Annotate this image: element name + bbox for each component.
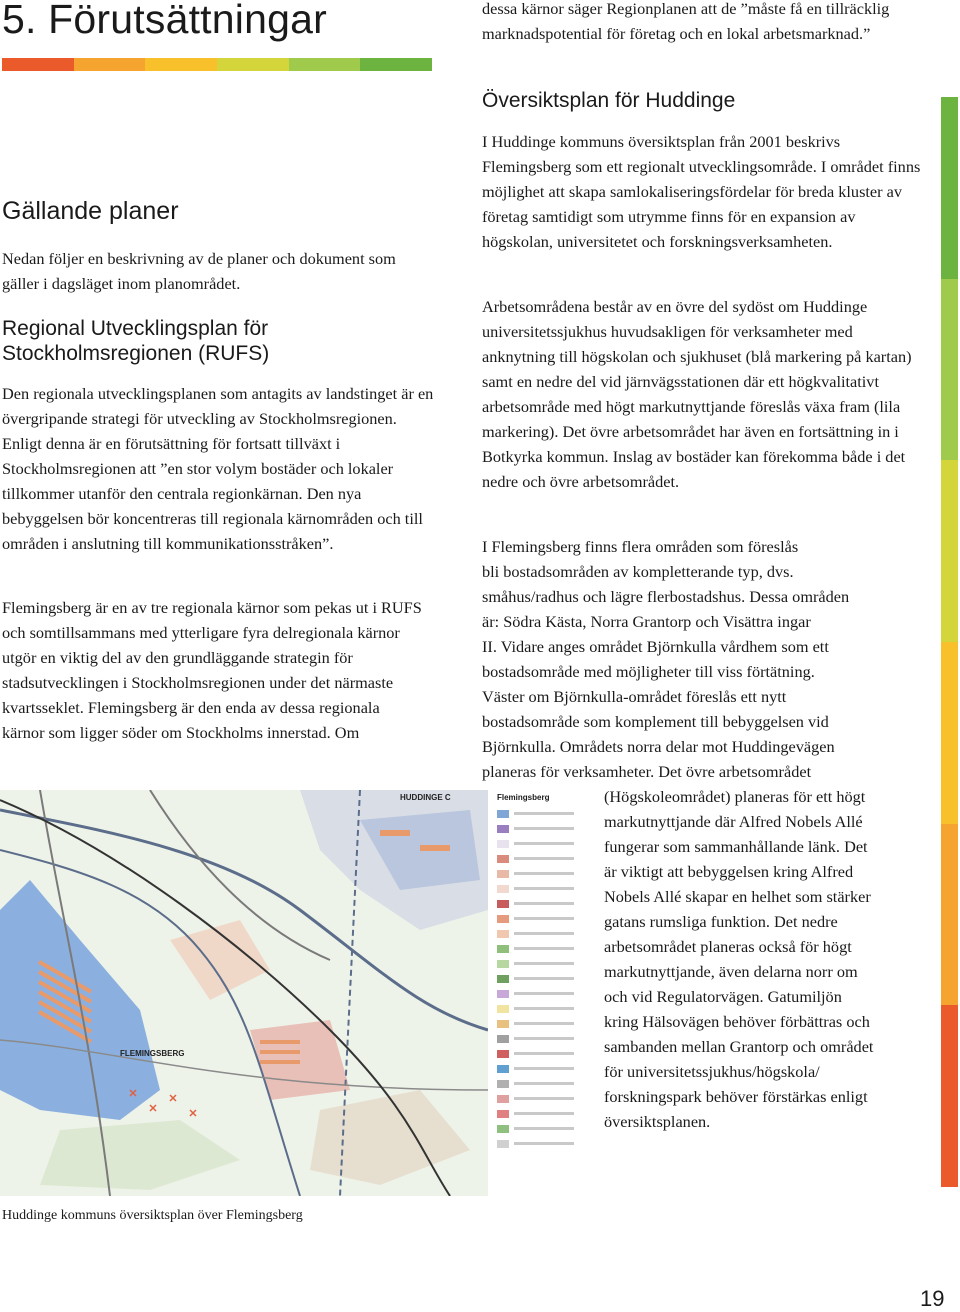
section-heading: Gällande planer (2, 197, 179, 225)
text-line: I Flemingsberg finns flera områden som föreslås (482, 537, 799, 556)
oversiktsplan-paragraph-2: Arbetsområdena består av en övre del sydöst om Huddinge universitetssjukhus huvudsakligen för verksamheter med anknytning till högskolan och sjukhuset (blå markering på kartan) samt en nedre del vid järnvägsstationen där ett högkvalitativt arbetsområde med högt markutnyttjande föreslås växa fram (lila markering). Det övre arbetsområdet har även en fortsättning in i Botkyrka kommun. Inslag av bostäder kan förekomma både i det nedre och övre arbetsområdet. (482, 297, 912, 491)
legend-items (491, 806, 595, 1151)
legend-entry (497, 1121, 595, 1136)
legend-swatch (497, 975, 509, 983)
legend-entry (497, 896, 595, 911)
legend-entry (497, 821, 595, 836)
map-legend (491, 790, 595, 1180)
text-line: fungerar som sammanhållande länk. Det (604, 837, 868, 856)
text-line: Nobels Allé skapar en helhet som stärker (604, 887, 871, 906)
legend-label-placeholder (514, 902, 574, 905)
text-line: är: Södra Kästa, Norra Grantorp och Visättra ingar (482, 612, 811, 631)
legend-swatch (497, 810, 509, 818)
text-line: bostadsområde som komplement till bebyggelsen vid (482, 712, 829, 731)
oversiktsplan-paragraph-4 (604, 784, 934, 1134)
legend-label-placeholder (514, 1142, 574, 1145)
legend-entry (497, 806, 595, 821)
legend-entry (497, 986, 595, 1001)
color-bar-segment (360, 58, 432, 71)
text-line: och vid Regulatorvägen. Gatumiljön (604, 987, 842, 1006)
text-line: sambanden mellan Grantorp och området (604, 1037, 874, 1056)
legend-swatch (497, 945, 509, 953)
text-line: Väster om Björnkulla-området föreslås ett nytt (482, 687, 787, 706)
legend-entry (497, 836, 595, 851)
text-line: bli bostadsområden av kompletterande typ, dvs. (482, 562, 794, 581)
legend-label-placeholder (514, 977, 574, 980)
text-line: arbetsområdet planeras också för högt (604, 937, 852, 956)
legend-swatch (497, 990, 509, 998)
figure-caption: Huddinge kommuns översiktsplan över Flemingsberg (2, 1208, 303, 1223)
legend-label-placeholder (514, 1112, 574, 1115)
text-line: är viktigt att bebyggelsen kring Alfred (604, 862, 854, 881)
legend-entry (497, 971, 595, 986)
legend-label-placeholder (514, 812, 574, 815)
legend-entry (497, 1106, 595, 1121)
overview-map (0, 790, 488, 1196)
intro-paragraph: Nedan följer en beskrivning av de planer och dokument som gäller i dagsläget inom planområdet. (2, 249, 396, 293)
legend-swatch (497, 1095, 509, 1103)
color-bar-segment (289, 58, 361, 71)
map-label-flemingsberg: FLEMINGSBERG (120, 1049, 185, 1058)
legend-label-placeholder (514, 1037, 574, 1040)
legend-label-placeholder (514, 842, 574, 845)
legend-entry (497, 956, 595, 971)
legend-entry (497, 881, 595, 896)
legend-label-placeholder (514, 992, 574, 995)
legend-entry (497, 1061, 595, 1076)
text-line: översiktsplanen. (604, 1112, 711, 1131)
legend-swatch (497, 915, 509, 923)
text-line: Björnkulla. Områdets norra delar mot Huddingevägen (482, 737, 835, 756)
legend-entry (497, 1031, 595, 1046)
legend-entry (497, 941, 595, 956)
page-number: 19 (920, 1286, 945, 1311)
side-bar-segment (941, 460, 958, 642)
legend-label-placeholder (514, 932, 574, 935)
header-color-bar (2, 58, 432, 71)
legend-label-placeholder (514, 1097, 574, 1100)
flemingsberg-paragraph: Flemingsberg är en av tre regionala kärnor som pekas ut i RUFS och somtillsammans med ytterligare fyra delregionala kärnor utgör en viktig del av den grundläggande strategin för stadsutvecklingen i Stockholmsregionen under det närmaste kvartsseklet. Flemingsberg är den enda av dessa regionala kärnor som ligger söder om Stockholms innerstad. Om (2, 598, 422, 742)
text-line: bostadsområde med möjligheter till viss förtätning. (482, 662, 815, 681)
side-color-bar (941, 97, 958, 1187)
legend-swatch (497, 855, 509, 863)
legend-label-placeholder (514, 1082, 574, 1085)
text-line: forskningspark behöver förstärkas enligt (604, 1087, 868, 1106)
legend-label-placeholder (514, 827, 574, 830)
legend-entry (497, 926, 595, 941)
text-line: gatans rumsliga funktion. Det nedre (604, 912, 838, 931)
legend-label-placeholder (514, 1022, 574, 1025)
legend-entry (497, 1091, 595, 1106)
legend-entry (497, 1046, 595, 1061)
legend-entry (497, 851, 595, 866)
legend-label-placeholder (514, 1052, 574, 1055)
side-bar-segment (941, 279, 958, 461)
legend-label-placeholder (514, 947, 574, 950)
text-line: för universitetssjukhus/högskola/ (604, 1062, 820, 1081)
oversiktsplan-heading: Översiktsplan för Huddinge (482, 89, 736, 112)
legend-swatch (497, 885, 509, 893)
legend-entry (497, 866, 595, 881)
legend-swatch (497, 900, 509, 908)
text-line: (Högskoleområdet) planeras för ett högt (604, 787, 866, 806)
legend-swatch (497, 1050, 509, 1058)
color-bar-segment (74, 58, 146, 71)
legend-swatch (497, 1035, 509, 1043)
legend-swatch (497, 1080, 509, 1088)
legend-swatch (497, 930, 509, 938)
map-label-huddinge: HUDDINGE C (400, 793, 451, 802)
legend-swatch (497, 825, 509, 833)
legend-swatch (497, 1140, 509, 1148)
legend-label-placeholder (514, 1067, 574, 1070)
legend-entry (497, 1136, 595, 1151)
legend-label-placeholder (514, 962, 574, 965)
text-line: markutnyttjande, även delarna norr om (604, 962, 858, 981)
chapter-title: 5. Förutsättningar (2, 0, 327, 42)
legend-swatch (497, 1020, 509, 1028)
legend-label-placeholder (514, 1007, 574, 1010)
side-bar-segment (941, 642, 958, 824)
side-bar-segment (941, 1005, 958, 1187)
legend-swatch (497, 1125, 509, 1133)
legend-swatch (497, 870, 509, 878)
oversiktsplan-paragraph-3 (482, 534, 922, 784)
oversiktsplan-paragraph-1: I Huddinge kommuns översiktsplan från 2001 beskrivs Flemingsberg som ett regionalt utvecklingsområde. I området finns möjlighet att skapa samlokaliseringsfördelar för breda kluster av företag samtidigt som utrymme finns för en expansion av högskolan, universitetet och forskningsverksamheten. (482, 132, 921, 251)
text-line: småhus/radhus och lägre flerbostadshus. Dessa områden (482, 587, 850, 606)
legend-swatch (497, 960, 509, 968)
legend-entry (497, 1001, 595, 1016)
legend-title: Flemingsberg (497, 793, 550, 802)
side-bar-segment (941, 97, 958, 279)
legend-entry (497, 1016, 595, 1031)
legend-label-placeholder (514, 917, 574, 920)
rufs-paragraph: Den regionala utvecklingsplanen som antagits av landstinget är en övergripande strategi för utveckling av Stockholmsregionen. Enligt denna är en förutsättning för fortsatt tillväxt i Stockholmsregionen att ”en stor volym bostäder och lokaler tillkommer utanför den centrala regionkärnan. Den nya bebyggelsen bör koncentreras till regionala kärnområden och till områden i anslutning till kommunikationsstråken”. (2, 384, 434, 553)
legend-label-placeholder (514, 1127, 574, 1130)
legend-label-placeholder (514, 887, 574, 890)
color-bar-segment (2, 58, 74, 71)
continued-paragraph: dessa kärnor säger Regionplanen att de ”måste få en tillräcklig marknadspotential för företag och en lokal arbetsmarknad.” (482, 0, 890, 43)
legend-label-placeholder (514, 872, 574, 875)
legend-swatch (497, 1065, 509, 1073)
text-line: II. Vidare anges området Björnkulla vårdhem som ett (482, 637, 829, 656)
legend-swatch (497, 840, 509, 848)
color-bar-segment (145, 58, 217, 71)
legend-entry (497, 1076, 595, 1091)
text-line: planeras för verksamheter. Det övre arbetsområdet (482, 762, 812, 781)
legend-swatch (497, 1005, 509, 1013)
legend-entry (497, 911, 595, 926)
legend-label-placeholder (514, 857, 574, 860)
text-line: markutnyttjande där Alfred Nobels Allé (604, 812, 863, 831)
color-bar-segment (217, 58, 289, 71)
side-bar-segment (941, 824, 958, 1006)
rufs-heading: Regional Utvecklingsplan för Stockholmsregionen (RUFS) (2, 317, 270, 365)
text-line: kring Hälsovägen behöver förbättras och (604, 1012, 870, 1031)
legend-swatch (497, 1110, 509, 1118)
